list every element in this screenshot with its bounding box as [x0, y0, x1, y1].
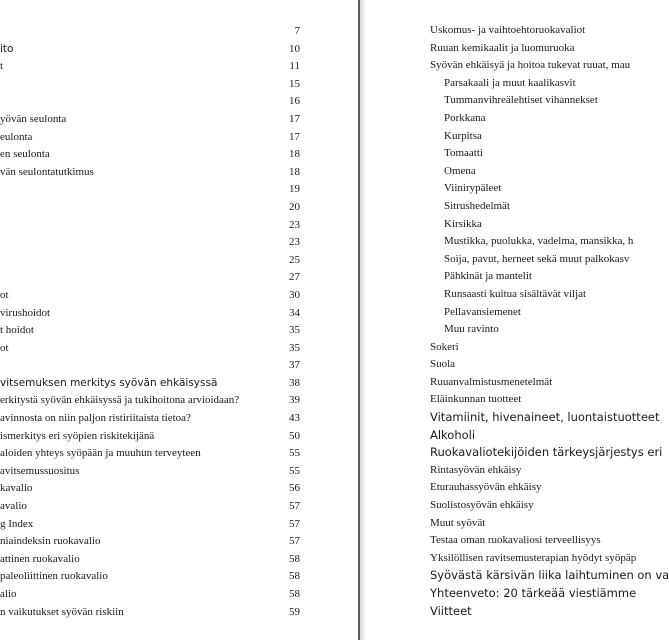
toc-entry — [0, 480, 300, 498]
toc-entry-title: t — [0, 60, 4, 73]
toc-page-number: 30 — [289, 288, 300, 301]
toc-entry: Alkoholi — [430, 427, 476, 442]
toc-page-number: 27 — [289, 271, 300, 284]
toc-entry — [0, 375, 300, 393]
toc-entry — [0, 217, 300, 235]
toc-subentry: Tomaatti — [444, 147, 483, 160]
toc-entry: Syövästä kärsivän liika laihtuminen on va — [430, 568, 669, 583]
toc-subentry: Pellavansiemenet — [444, 305, 521, 318]
toc-entry — [0, 199, 300, 217]
toc-entry: Uskomus- ja vaihtoehtoruokavaliot — [430, 24, 586, 36]
toc-subentry: Kurpitsa — [444, 129, 482, 142]
toc-entry — [0, 340, 300, 358]
toc-page-number: 11 — [289, 60, 300, 73]
toc-entry-title: yövän seulonta — [0, 112, 67, 125]
toc-entry-title: en seulonta — [0, 148, 50, 161]
toc-entry: Ruokavaliotekijöiden tärkeysjärjestys eri — [430, 445, 663, 460]
toc-page-number: 20 — [289, 200, 300, 213]
toc-page-number: 23 — [289, 236, 300, 249]
toc-page-number: 38 — [289, 376, 300, 389]
toc-subentry: Pähkinät ja mantelit — [444, 270, 532, 283]
toc-subentry: Omena — [444, 164, 476, 177]
toc-entry — [0, 269, 300, 287]
toc-entry — [0, 234, 300, 252]
toc-entry — [0, 146, 300, 164]
toc-page-number: 57 — [289, 500, 300, 513]
right-page — [366, 0, 669, 640]
toc-subentry: Parsakaali ja muut kaalikasvit — [444, 76, 576, 89]
toc-subentry: Tummanvihreälehtiset vihannekset — [444, 94, 598, 107]
toc-subentry: Porkkana — [444, 111, 486, 124]
toc-entry-title: aloiden yhteys syöpään ja muuhun terveyteen — [0, 447, 201, 460]
toc-entry-title: avinnosta on niin paljon ristiriitaista tietoa? — [0, 412, 191, 425]
toc-entry: Viitteet — [430, 603, 472, 618]
toc-page-number: 58 — [289, 588, 300, 600]
toc-entry-title: ito — [0, 42, 14, 55]
toc-entry-title: erkitystä syövän ehkäisyssä ja tukihoitona arvioidaan? — [0, 394, 240, 407]
left-toc-list — [0, 23, 300, 621]
toc-entry — [0, 76, 300, 94]
toc-entry: Yhteenveto: 20 tärkeää viestiämme — [430, 586, 637, 600]
toc-page-number: 18 — [289, 165, 300, 178]
toc-page-number: 23 — [289, 218, 300, 231]
toc-entry-title: attinen ruokavalio — [0, 552, 80, 565]
toc-entry-title: avitsemussuositus — [0, 464, 80, 477]
toc-page-number: 37 — [289, 359, 300, 372]
toc-subentry: Mustikka, puolukka, vadelma, mansikka, h — [444, 235, 634, 248]
toc-entry — [0, 305, 300, 323]
toc-subentry: Runsaasti kuitua sisältävät viljat — [444, 287, 587, 300]
toc-entry: Rintasyövän ehkäisy — [430, 463, 522, 476]
toc-entry — [0, 516, 300, 534]
toc-entry: Yksilöllisen ravitsemusterapian hyödyt syöpäp — [430, 551, 637, 564]
toc-entry — [0, 604, 300, 622]
toc-page-number: 7 — [294, 25, 300, 37]
toc-entry: Eläinkunnan tuotteet — [430, 393, 522, 406]
toc-entry — [0, 498, 300, 516]
toc-entry-title: niaindeksin ruokavalio — [0, 535, 101, 548]
toc-entry — [0, 586, 300, 604]
toc-entry — [0, 322, 300, 340]
toc-subentry: Soija, pavut, herneet sekä muut palkokasv — [444, 252, 630, 265]
toc-entry-title: virushoidot — [0, 306, 51, 319]
toc-entry: Syövän ehkäisyä ja hoitoa tukevat ruuat, mau — [430, 59, 631, 72]
toc-page-number: 39 — [289, 394, 300, 407]
toc-page-number: 34 — [289, 306, 300, 319]
toc-page-number: 55 — [289, 447, 300, 460]
toc-entry: Eturauhassyövän ehkäisy — [430, 481, 542, 494]
toc-page-number: 57 — [289, 517, 300, 530]
toc-subentry: Sitrushedelmät — [444, 199, 510, 212]
toc-entry: Vitamiinit, hivenaineet, luontaistuotteet — [430, 410, 660, 425]
toc-entry: Ruuan kemikaalit ja luomuruoka — [430, 41, 575, 54]
toc-page-number: 15 — [289, 77, 300, 90]
toc-entry — [0, 129, 300, 147]
toc-subentry: Muu ravinto — [444, 323, 499, 336]
toc-entry — [0, 287, 300, 305]
toc-entry — [0, 428, 300, 446]
right-toc-list — [366, 22, 669, 620]
toc-entry: Testaa oman ruokavaliosi terveellisyys — [430, 534, 601, 547]
toc-entry-title: ot — [0, 341, 9, 354]
toc-page-number: 50 — [289, 429, 300, 442]
toc-entry-title: eulonta — [0, 130, 33, 143]
toc-subentry: Viinirypäleet — [444, 182, 502, 195]
toc-entry — [0, 58, 300, 76]
toc-page-number: 55 — [289, 464, 300, 477]
toc-entry: Muut syövät — [430, 516, 486, 529]
toc-entry-title: alio — [0, 588, 17, 600]
toc-page-number: 35 — [289, 324, 300, 337]
toc-page-number: 25 — [289, 253, 300, 266]
toc-page-number: 59 — [289, 605, 300, 618]
toc-entry-title: n vaikutukset syövän riskiin — [0, 605, 124, 618]
toc-entry-title: t hoidot — [0, 324, 34, 337]
toc-entry — [0, 181, 300, 199]
toc-page-number: 56 — [289, 482, 300, 495]
toc-page-number: 18 — [289, 148, 300, 161]
toc-entry — [0, 252, 300, 270]
toc-entry — [0, 357, 300, 375]
toc-page-number: 10 — [289, 42, 300, 55]
toc-page-number: 43 — [289, 412, 300, 425]
toc-entry — [0, 164, 300, 182]
toc-entry — [0, 93, 300, 111]
toc-page-number: 58 — [289, 552, 300, 565]
toc-entry — [0, 568, 300, 586]
toc-entry: Suolistosyövän ehkäisy — [430, 499, 534, 512]
toc-entry-title: ismerkitys eri syöpien riskitekijänä — [0, 429, 155, 442]
toc-page-number: 16 — [289, 95, 300, 108]
toc-entry — [0, 463, 300, 481]
toc-entry — [0, 41, 300, 59]
toc-page-number: 17 — [289, 130, 300, 143]
toc-entry — [0, 111, 300, 129]
toc-entry-title: ot — [0, 288, 9, 301]
toc-entry — [0, 533, 300, 551]
toc-entry — [0, 445, 300, 463]
toc-entry — [0, 410, 300, 428]
toc-entry-title: avalio — [0, 500, 27, 513]
toc-entry: Suola — [430, 358, 456, 371]
toc-page-number: 17 — [289, 112, 300, 125]
toc-page-number: 35 — [289, 341, 300, 354]
toc-page-number: 19 — [289, 183, 300, 196]
toc-entry: Ruuanvalmistusmenetelmät — [430, 375, 553, 388]
toc-entry — [0, 551, 300, 569]
toc-entry-title: paleoliittinen ruokavalio — [0, 570, 108, 583]
toc-page-number: 57 — [289, 535, 300, 548]
toc-entry-title: vitsemuksen merkitys syövän ehkäisyssä — [0, 376, 218, 389]
toc-entry-title: kavalio — [0, 482, 33, 495]
toc-entry — [0, 23, 300, 41]
toc-subentry: Kirsikka — [444, 217, 482, 230]
toc-entry-title: vän seulontatutkimus — [0, 165, 94, 178]
toc-entry — [0, 392, 300, 410]
toc-page-number: 58 — [289, 570, 300, 583]
toc-entry-title: g Index — [0, 517, 34, 530]
toc-entry: Sokeri — [430, 340, 459, 353]
